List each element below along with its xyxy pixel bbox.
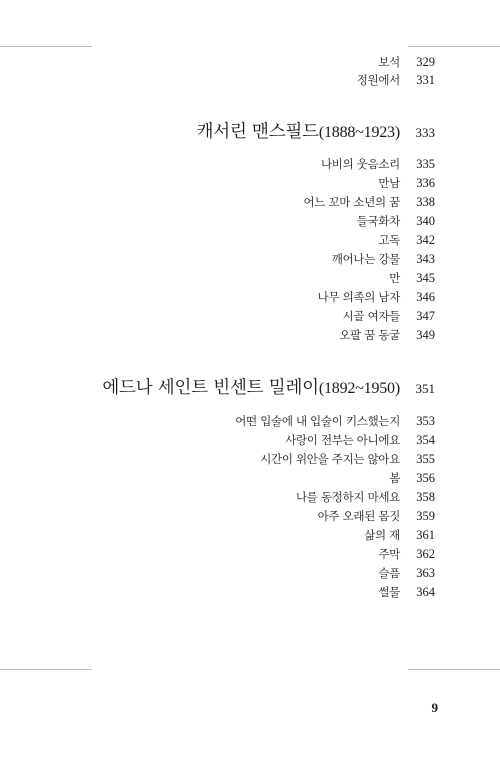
toc-entry-page: 329: [416, 55, 435, 69]
toc-entry-title: 나무 의족의 남자: [317, 290, 400, 304]
toc-entry-page: 359: [416, 509, 435, 523]
crop-mark-bottom-right: [408, 669, 500, 670]
toc-entry-page: 342: [416, 233, 435, 247]
toc-entry: [0, 413, 435, 429]
toc-entry-page: 336: [416, 176, 435, 190]
toc-entry-page: 338: [416, 195, 435, 209]
toc-entry: [0, 213, 435, 229]
toc-entry-page: 345: [416, 271, 435, 285]
toc-entry: [0, 327, 435, 343]
toc-entry-page: 349: [416, 328, 435, 342]
toc-entry-title: 깨어나는 강물: [331, 252, 400, 266]
toc-entry: [0, 308, 435, 324]
toc-entry-title: 정원에서: [356, 73, 400, 87]
toc-entry-page: 356: [416, 471, 435, 485]
toc-entry-page: 331: [416, 73, 435, 87]
toc-entry-title: 아주 오래된 몸짓: [317, 509, 400, 523]
toc-entry-title: 들국화차: [356, 214, 400, 228]
toc-entry-title: 썰물: [378, 585, 400, 599]
toc-entry: [0, 508, 435, 524]
toc-entry: [0, 54, 435, 70]
toc-entry: [0, 584, 435, 600]
section-years: (1892~1950): [318, 380, 400, 397]
toc-entry: [0, 470, 435, 486]
toc-entry-title: 봄: [389, 471, 400, 485]
toc-entry-title: 주막: [378, 547, 400, 561]
crop-mark-top-left: [0, 46, 92, 47]
section-author: 캐서린 맨스필드: [196, 122, 319, 142]
toc-entry: [0, 251, 435, 267]
toc-entry-title: 시골 여자들: [342, 309, 400, 323]
toc-entry-page: 361: [416, 528, 435, 542]
toc-entry-title: 고독: [378, 233, 400, 247]
toc-entry: [0, 156, 435, 172]
toc-entry: [0, 565, 435, 581]
toc-entry-title: 어느 꼬마 소년의 꿈: [303, 195, 400, 209]
toc-entry-page: 364: [416, 585, 435, 599]
toc-entry-page: 347: [416, 309, 435, 323]
toc-entry-title: 사랑이 전부는 아니에요: [285, 433, 400, 447]
toc-entry-title: 삶의 재: [364, 528, 400, 542]
section-page: 333: [415, 125, 435, 140]
section-heading-mansfield: [0, 118, 435, 143]
toc-entry-title: 만: [389, 271, 400, 285]
toc-entry-page: 355: [416, 452, 435, 466]
toc-entry: [0, 289, 435, 305]
toc-entry: [0, 489, 435, 505]
toc-entry-page: 343: [416, 252, 435, 266]
section-heading-millay: [0, 374, 435, 399]
toc-entry: [0, 175, 435, 191]
crop-mark-top-right: [408, 46, 500, 47]
toc-entry-page: 362: [416, 547, 435, 561]
crop-mark-bottom-left: [0, 669, 92, 670]
toc-entry: [0, 451, 435, 467]
toc-entry-title: 슬픔: [378, 566, 400, 580]
section-page: 351: [415, 381, 435, 396]
page-number: 9: [431, 700, 438, 715]
toc-entry: [0, 194, 435, 210]
toc-entry-title: 만남: [378, 176, 400, 190]
toc-entry: [0, 546, 435, 562]
toc-entry-page: 363: [416, 566, 435, 580]
toc-entry-page: 358: [416, 490, 435, 504]
toc-entry-title: 시간이 위안을 주지는 않아요: [260, 452, 400, 466]
toc-entry-title: 나비의 웃음소리: [320, 157, 400, 171]
toc-entry-title: 보석: [378, 55, 400, 69]
toc-entry: [0, 270, 435, 286]
toc-entry-page: 353: [416, 414, 435, 428]
toc-entry-title: 나를 동정하지 마세요: [296, 490, 400, 504]
toc-entry-page: 346: [416, 290, 435, 304]
toc-entry-title: 오팔 꿈 동굴: [339, 328, 400, 342]
section-years: (1888~1923): [318, 124, 400, 141]
toc-entry-page: 335: [416, 157, 435, 171]
toc-entry-title: 어떤 입술에 내 입술이 키스했는지: [235, 414, 400, 428]
toc-entry-page: 340: [416, 214, 435, 228]
toc-entry-page: 354: [416, 433, 435, 447]
toc-entry: [0, 527, 435, 543]
toc-entry: [0, 72, 435, 88]
toc-entry: [0, 232, 435, 248]
section-author: 에드나 세인트 빈센트 밀레이: [102, 378, 319, 398]
toc-entry: [0, 432, 435, 448]
